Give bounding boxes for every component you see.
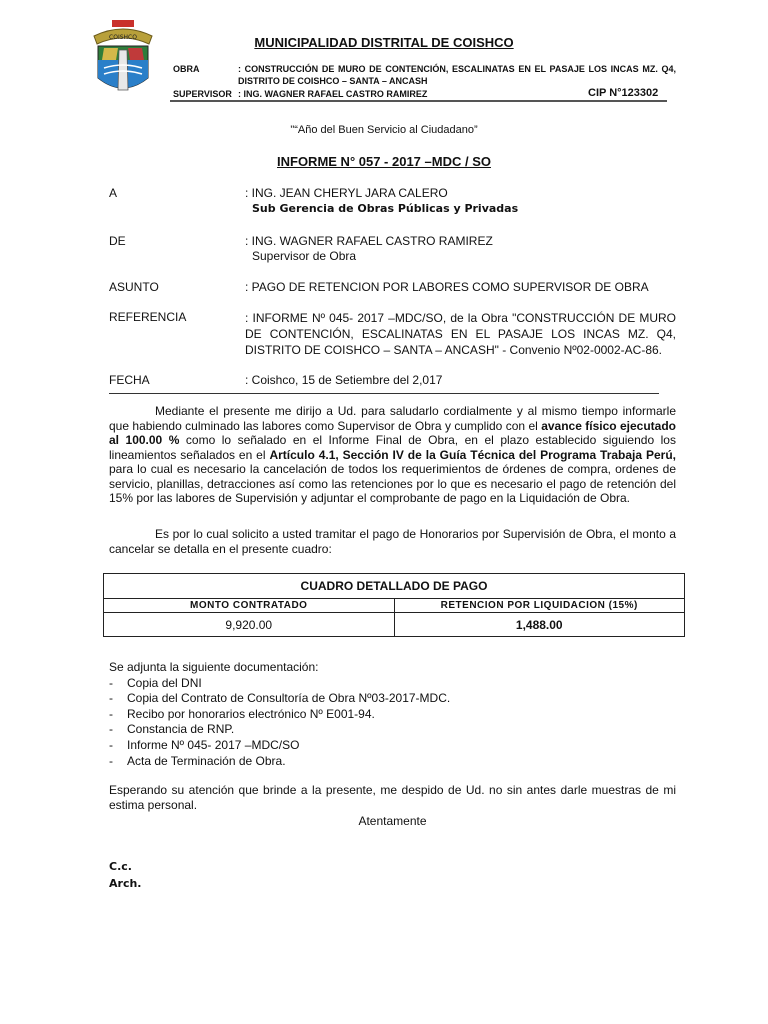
referencia-value: : INFORME Nº 045- 2017 –MDC/SO, de la Obra "CONSTRUCCIÓN DE MURO DE CONTENCIÓN, ESCALINATAS EN EL PASAJE LOS INCAS MZ. Q4, DISTRITO DE COISHCO – SANTA – ANCASH" - Convenio Nº02-0002-AC-86. <box>245 311 676 357</box>
list-item: - Acta de Terminación de Obra. <box>109 753 286 768</box>
asunto-value: : PAGO DE RETENCION POR LABORES COMO SUPERVISOR DE OBRA <box>245 280 649 294</box>
fields-divider <box>109 393 659 394</box>
a-subtitle: Sub Gerencia de Obras Públicas y Privadas <box>252 202 519 215</box>
cip-number: CIP N°123302 <box>588 87 659 99</box>
de-label: DE <box>109 234 126 248</box>
body-paragraph-2 <box>109 527 676 556</box>
municipal-logo <box>92 20 154 100</box>
p1-text-c: como lo señalado en el Informe Final de Obra, en el plazo establecido siguiendo los lineamientos señalados en el <box>109 433 676 462</box>
cc-label: C.c. <box>109 860 132 873</box>
closing-paragraph: Esperando su atención que brinde a la presente, me despido de Ud. no sin antes darle muestras de mi estima personal. <box>109 783 676 812</box>
attachments-list <box>109 660 450 769</box>
supervisor-value: : ING. WAGNER RAFAEL CASTRO RAMIREZ <box>238 89 428 99</box>
list-item: - Copia del Contrato de Consultoría de Obra Nº03-2017-MDC. <box>109 691 451 706</box>
payment-table-caption: CUADRO DETALLADO DE PAGO <box>104 574 685 599</box>
header-divider <box>170 100 667 102</box>
list-item: - Informe Nº 045- 2017 –MDC/SO <box>109 737 300 752</box>
obra-label: OBRA <box>173 64 200 74</box>
obra-value-line1: : CONSTRUCCIÓN DE MURO DE CONTENCIÓN, ESCALINATAS EN EL PASAJE LOS INCAS MZ. Q4, <box>238 64 676 74</box>
list-item: - Constancia de RNP. <box>109 722 235 737</box>
fecha-label: FECHA <box>109 373 150 387</box>
a-label: A <box>109 186 118 200</box>
asunto-label: ASUNTO <box>109 280 159 294</box>
col-header-contract: MONTO CONTRATADO <box>104 599 395 613</box>
attachments-intro: Se adjunta la siguiente documentación: <box>109 660 319 674</box>
sign-off: Atentamente <box>358 814 427 828</box>
cell-retention-amount: 1,488.00 <box>394 613 685 637</box>
year-motto: "“Año del Buen Servicio al Ciudadano” <box>290 124 478 136</box>
municipality-title: MUNICIPALIDAD DISTRITAL DE COISHCO <box>254 35 514 50</box>
report-title: INFORME N° 057 - 2017 –MDC / SO <box>277 154 491 169</box>
list-item: - Recibo por honorarios electrónico Nº E001-94. <box>109 706 375 721</box>
body-paragraph-1 <box>109 404 676 506</box>
obra-value-line2: DISTRITO DE COISHCO – SANTA – ANCASH <box>238 76 428 86</box>
cell-contract-amount: 9,920.00 <box>104 613 395 637</box>
de-subtitle: Supervisor de Obra <box>252 249 357 263</box>
arch-label: Arch. <box>109 877 142 890</box>
p2-text: Es por lo cual solicito a usted tramitar el pago de Honorarios por Supervisión de Obra, el monto a cancelar se detalla en el presente cuadro: <box>109 527 676 556</box>
p1-text-e: para lo cual es necesario la cancelación de todos los requerimientos de órdenes de compra, ordenes de servicio, planillas, detracciones así como las retenciones por lo que es necesario el pago de retención del 15% por las labores de Supervisión y adjuntar el comprobante de pago en la Liquidación de Obra. <box>109 462 676 505</box>
p1-bold-progress: avance físico ejecutado al 100.00 % <box>109 418 677 447</box>
logo-lettering: COISHCO <box>109 34 137 41</box>
p1-text-a: Mediante el presente me dirijo a Ud. para saludarlo cordialmente y al mismo tiempo informarle que habiendo culminado las labores como Supervisor de Obra y cumplido con el <box>109 404 676 433</box>
fecha-value: : Coishco, 15 de Setiembre del 2,017 <box>245 373 443 387</box>
col-header-retention: RETENCION POR LIQUIDACION (15%) <box>394 599 685 613</box>
referencia-label: REFERENCIA <box>109 310 187 324</box>
a-value: : ING. JEAN CHERYL JARA CALERO <box>245 186 448 200</box>
de-value: : ING. WAGNER RAFAEL CASTRO RAMIREZ <box>245 234 493 248</box>
list-item: - Copia del DNI <box>109 675 202 690</box>
payment-table <box>103 573 685 637</box>
supervisor-label: SUPERVISOR <box>173 89 232 99</box>
p1-bold-article: Artículo 4.1, Sección IV de la Guía Técnica del Programa Trabaja Perú, <box>269 447 676 462</box>
